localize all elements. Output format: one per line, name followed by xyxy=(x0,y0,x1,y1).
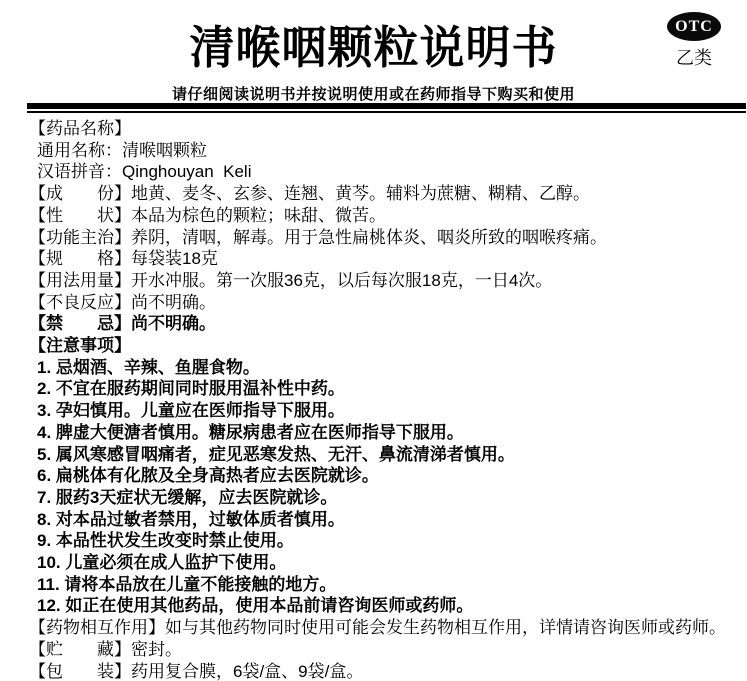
precaution-item-3: 3. 孕妇慎用。儿童应在医师指导下服用。 xyxy=(37,401,345,421)
precaution-item-10: 10. 儿童必须在成人监护下使用。 xyxy=(37,553,287,573)
field-packaging: 【包 装】药用复合膜，6袋/盒、9袋/盒。 xyxy=(29,661,364,681)
field-storage: 【贮 藏】密封。 xyxy=(29,639,182,659)
field-specification: 【规 格】每袋装18克 xyxy=(29,249,218,269)
divider-double-rule xyxy=(27,103,746,113)
section-precautions-heading: 【注意事项】 xyxy=(29,336,131,356)
precaution-item-12: 12. 如正在使用其他药品，使用本品前请咨询医师或药师。 xyxy=(37,596,474,616)
page-title: 清喉咽颗粒说明书 xyxy=(189,23,558,73)
precaution-item-2: 2. 不宜在服药期间同时服用温补性中药。 xyxy=(37,379,345,399)
field-description: 【性 状】本品为棕色的颗粒；味甜、微苦。 xyxy=(29,205,386,225)
precaution-item-9: 9. 本品性状发生改变时禁止使用。 xyxy=(37,531,294,551)
precaution-item-6: 6. 扁桃体有化脓及全身高热者应去医院就诊。 xyxy=(37,466,379,486)
field-dosage: 【用法用量】开水冲服。第一次服36克，以后每次服18克，一日4次。 xyxy=(29,270,553,290)
field-contraindications: 【禁 忌】尚不明确。 xyxy=(29,314,216,334)
field-ingredients: 【成 份】地黄、麦冬、玄参、连翘、黄芩。辅料为蔗糖、糊精、乙醇。 xyxy=(29,184,590,204)
field-pinyin: 汉语拼音：Qinghouyan Keli xyxy=(37,162,252,182)
otc-label: OTC xyxy=(675,17,713,35)
precaution-item-7: 7. 服药3天症状无缓解，应去医院就诊。 xyxy=(37,487,338,507)
precaution-item-8: 8. 对本品过敏者禁用，过敏体质者慎用。 xyxy=(37,509,345,529)
leaflet-body xyxy=(0,113,747,681)
field-adverse-reactions: 【不良反应】尚不明确。 xyxy=(29,292,216,312)
otc-category-label: 乙类 xyxy=(676,48,712,68)
page-subtitle: 请仔细阅读说明书并按说明使用或在药师指导下购买和使用 xyxy=(171,86,575,103)
field-drug-name-heading: 【药品名称】 xyxy=(29,119,131,138)
precaution-item-1: 1. 忌烟酒、辛辣、鱼腥食物。 xyxy=(37,357,260,377)
precaution-item-11: 11. 请将本品放在儿童不能接触的地方。 xyxy=(37,574,337,594)
field-generic-name: 通用名称：清喉咽颗粒 xyxy=(37,140,207,160)
precaution-item-4: 4. 脾虚大便溏者慎用。糖尿病患者应在医师指导下服用。 xyxy=(37,422,464,442)
precaution-item-5: 5. 属风寒感冒咽痛者，症见恶寒发热、无汗、鼻流清涕者慎用。 xyxy=(37,444,515,464)
header xyxy=(0,0,747,103)
field-indications: 【功能主治】养阴，清咽，解毒。用于急性扁桃体炎、咽炎所致的咽喉疼痛。 xyxy=(29,227,607,247)
field-drug-interactions: 【药物相互作用】如与其他药物同时使用可能会发生药物相互作用，详情请咨询医师或药师。 xyxy=(29,618,726,638)
